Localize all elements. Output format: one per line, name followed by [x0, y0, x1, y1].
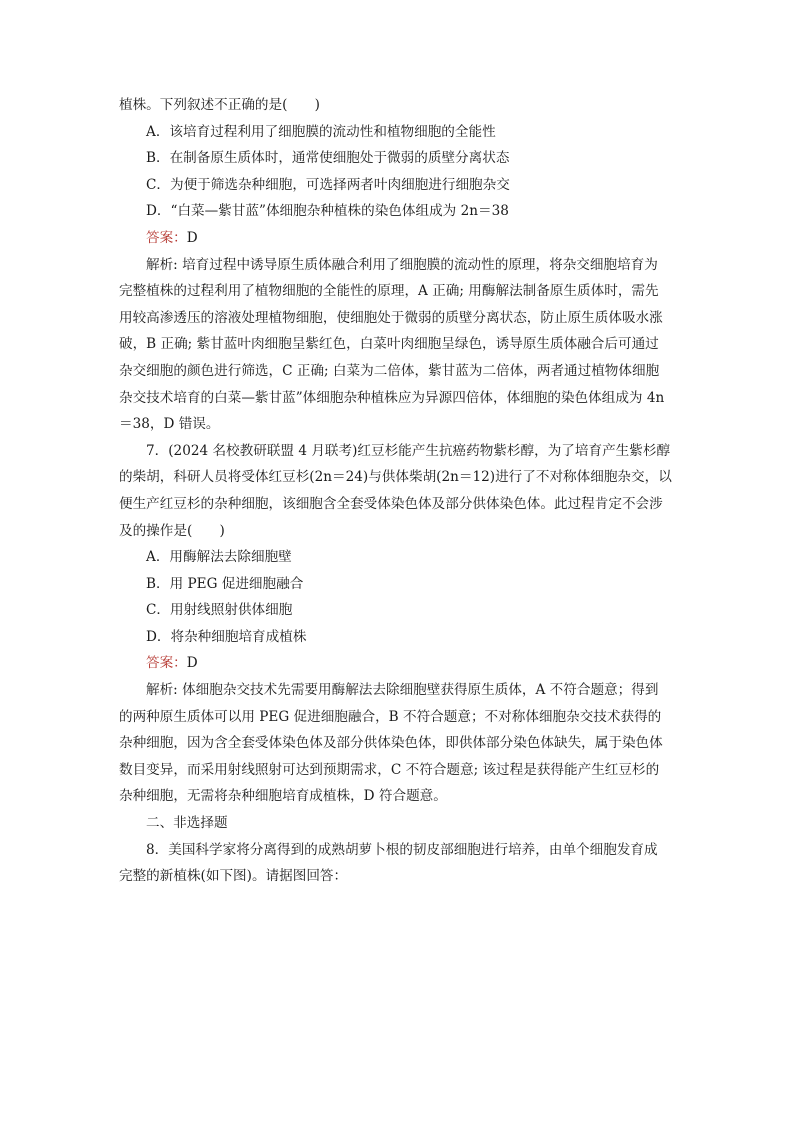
q6-explanation-line-7: ＝38，D 错误。 — [119, 416, 220, 433]
q7-stem-line-3: 便生产红豆杉的杂种细胞，该细胞含全套受体染色体及部分供体染色体。此过程肯定不会涉 — [119, 495, 663, 512]
q7-answer-value: D — [186, 655, 198, 672]
q7-explanation-line-1: 解析: 体细胞杂交技术先需要用酶解法去除细胞壁获得原生质体，A 不符合题意；得到 — [146, 682, 659, 699]
q7-stem-line-4: 及的操作是( ) — [119, 522, 225, 539]
q7-answer — [119, 650, 675, 677]
q6-option-a: A．该培育过程利用了细胞膜的流动性和植物细胞的全能性 — [146, 123, 496, 140]
q6-option-d: D．“白菜—紫甘蓝”体细胞杂种植株的染色体组成为 2n＝38 — [146, 203, 509, 220]
q6-answer-value: D — [186, 229, 198, 246]
q6-explanation-line-3: 用较高渗透压的溶液处理植物细胞，使细胞处于微弱的质壁分离状态，防止原生质体吸水涨 — [119, 309, 663, 326]
q7-explanation-line-5: 杂种细胞，无需将杂种细胞培育成植株，D 符合题意。 — [119, 788, 447, 805]
q7-explanation-line-2: 的两种原生质体可以用 PEG 促进细胞融合，B 不符合题意；不对称体细胞杂交技术获得的 — [119, 708, 662, 725]
q6-explanation-line-4: 破，B 正确; 紫甘蓝叶肉细胞呈紫红色，白菜叶肉细胞呈绿色，诱导原生质体融合后可通过 — [119, 336, 659, 353]
q6-option-c: C．为便于筛选杂种细胞，可选择两者叶肉细胞进行细胞杂交 — [146, 176, 510, 193]
q7-stem-line-1: 7．(2024 名校教研联盟 4 月联考)红豆杉能产生抗癌药物紫杉醇，为了培育产生紫杉醇 — [146, 442, 671, 459]
document-body — [119, 92, 675, 890]
q6-stem-tail: 植株。下列叙述不正确的是( ) — [119, 97, 320, 113]
q7-answer-label: 答案： — [146, 655, 187, 672]
q6-explanation-line-6: 杂交技术培育的白菜—紫甘蓝”体细胞杂种植株应为异源四倍体，体细胞的染色体组成为 4n — [119, 389, 665, 406]
q7-option-d: D．将杂种细胞培育成植株 — [146, 628, 307, 645]
q6-answer — [119, 225, 675, 252]
q6-explanation-line-2: 完整植株的过程利用了植物细胞的全能性的原理，A 正确; 用酶解法制备原生质体时，需先 — [119, 283, 659, 300]
q6-explanation-line-1: 解析: 培育过程中诱导原生质体融合利用了细胞膜的流动性的原理，将杂交细胞培育为 — [146, 256, 658, 273]
q8-stem-line-1: 8．美国科学家将分离得到的成熟胡萝卜根的韧皮部细胞进行培养，由单个细胞发育成 — [146, 841, 658, 858]
q7-explanation-line-3: 杂种细胞，因为含全套受体染色体及部分供体染色体，即供体部分染色体缺失，属于染色体 — [119, 735, 663, 752]
q6-explanation-line-5: 杂交细胞的颜色进行筛选，C 正确; 白菜为二倍体，紫甘蓝为二倍体，两者通过植物体细胞 — [119, 362, 660, 379]
q7-explanation-line-4: 数目变异，而采用射线照射可达到预期需求，C 不符合题意; 该过程是获得能产生红豆杉的 — [119, 761, 660, 778]
q7-option-c: C．用射线照射供体细胞 — [146, 602, 293, 619]
section-title-non-choice: 二、非选择题 — [146, 815, 228, 832]
q7-option-b: B．用 PEG 促进细胞融合 — [146, 575, 304, 592]
q6-answer-label: 答案： — [146, 229, 187, 246]
q6-option-b: B．在制备原生质体时，通常使细胞处于微弱的质壁分离状态 — [146, 150, 510, 167]
q8-stem-line-2: 完整的新植株(如下图)。请据图回答： — [119, 868, 348, 885]
q7-stem-line-2: 的柴胡，科研人员将受体红豆杉(2n＝24)与供体柴胡(2n＝12)进行了不对称体细胞杂交，以 — [119, 469, 672, 486]
q7-option-a: A．用酶解法去除细胞壁 — [146, 549, 292, 566]
